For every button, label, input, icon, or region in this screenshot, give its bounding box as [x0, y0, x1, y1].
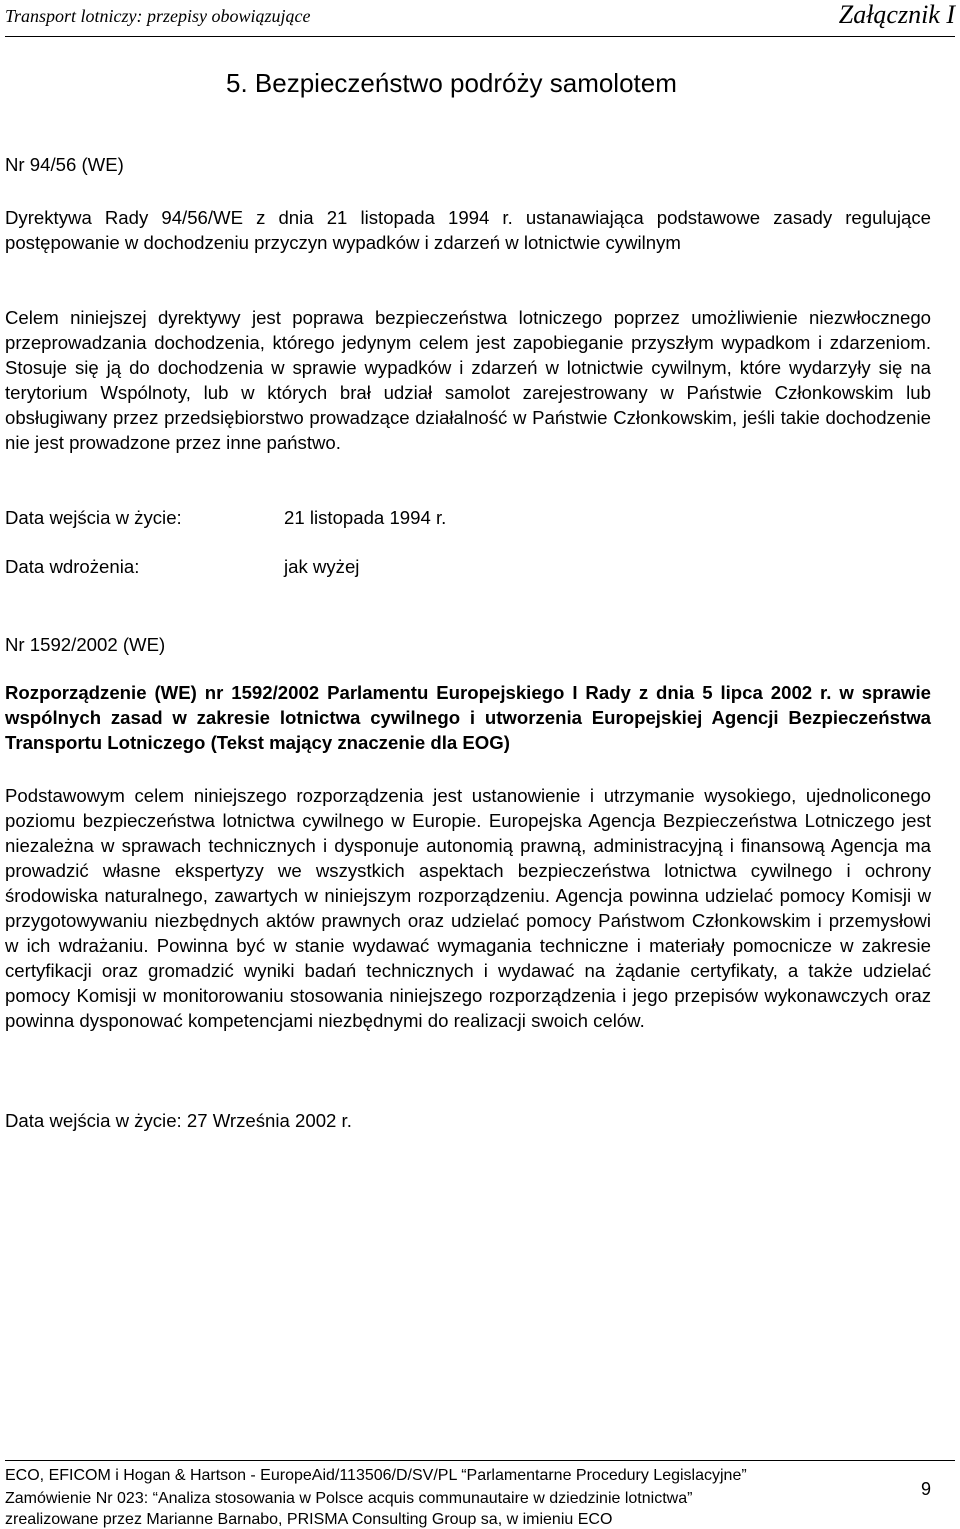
directive-entry-label: Data wejścia w życie:: [5, 507, 182, 528]
page-number: 9: [920, 1479, 931, 1499]
directive-body: Celem niniejszej dyrektywy jest poprawa bezpieczeństwa lotniczego poprzez umożliwienie niezwłocznego przeprowadzania dochodzenia, którego jedynym celem jest zapobieganie przyszłym wypadkom i zdarzeniom. Stosuje się ją do dochodzenia w sprawie wypadków i zdarzeń w lotnictwie cywilnym, które wydarzyły się na terytorium Wspólnoty, lub w których brał udział samolot zarejestrowany w Państwie Członkowskim lub obsługiwany przez przedsiębiorstwo prowadzące działalność w Państwie Członkowskim, jeśli takie dochodzenie nie jest prowadzone przez inne państwo.: [5, 307, 931, 453]
section-title: 5. Bezpieczeństwo podróży samolotem: [226, 68, 677, 98]
footer-line-1: ECO, EFICOM i Hogan & Hartson - EuropeAid/113506/D/SV/PL “Parlamentarne Procedury Legislacyjne”: [5, 1467, 747, 1484]
footer-line-2: Zamówienie Nr 023: “Analiza stosowania w Polsce acquis communautaire w dziedzinie lotnictwa”: [5, 1490, 693, 1507]
directive-entry-value: 21 listopada 1994 r.: [284, 507, 447, 528]
header-annex: Załącznik I: [838, 0, 955, 29]
regulation-entry-date: Data wejścia w życie: 27 Września 2002 r.: [5, 1110, 352, 1131]
header-title: Transport lotniczy: przepisy obowiązujące: [5, 6, 311, 26]
regulation-ref: Nr 1592/2002 (WE): [5, 634, 166, 655]
directive-title: Dyrektywa Rady 94/56/WE z dnia 21 listopada 1994 r. ustanawiająca podstawowe zasady regulujące postępowanie w dochodzeniu przyczyn wypadków i zdarzeń w lotnictwie cywilnym: [5, 207, 931, 253]
regulation-title: Rozporządzenie (WE) nr 1592/2002 Parlamentu Europejskiego I Rady z dnia 5 lipca 2002 r. w sprawie wspólnych zasad w zakresie lotnictwa cywilnego i utworzenia Europejskiej Agencji Bezpieczeństwa Transportu Lotniczego (Tekst mający znaczenie dla EOG): [5, 682, 931, 753]
page-footer: [5, 1460, 955, 1528]
directive-implementation-value: jak wyżej: [284, 556, 360, 577]
footer-line-3: zrealizowane przez Marianne Barnabo, PRISMA Consulting Group sa, w imieniu ECO: [5, 1511, 613, 1528]
page-header: [5, 0, 955, 37]
directive-ref: Nr 94/56 (WE): [5, 154, 124, 175]
regulation-body: Podstawowym celem niniejszego rozporządzenia jest ustanowienie i utrzymanie wysokiego, ujednoliconego poziomu bezpieczeństwa lotnictwa cywilnego w Europie. Europejska Agencja Bezpieczeństwa Lotniczego jest niezależna w sprawach technicznych i dysponuje autonomią prawną, administracyjną i finansową Agencja ma prowadzić własne ekspertyzy we wszystkich aspektach bezpieczeństwa lotnictwa cywilnego i ochrony środowiska naturalnego, zawartych w niniejszym rozporządzeniu. Agencja powinna udzielać pomocy Komisji w przygotowywaniu niezbędnych aktów prawnych oraz udzielać pomocy Państwom Członkowskim i przemysłowi w ich wdrażaniu. Powinna być w stanie wydawać wymagania techniczne i materiały pomocnicze w zakresie certyfikacji oraz gromadzić wyniki badań technicznych i wydawać na żądanie certyfikaty, a także udzielać pomocy Komisji w monitorowaniu stosowania niniejszego rozporządzenia i jego przepisów wykonawczych oraz powinna dysponować kompetencjami niezbędnymi do realizacji swoich celów.: [5, 785, 931, 1031]
directive-implementation-label: Data wdrożenia:: [5, 556, 140, 577]
